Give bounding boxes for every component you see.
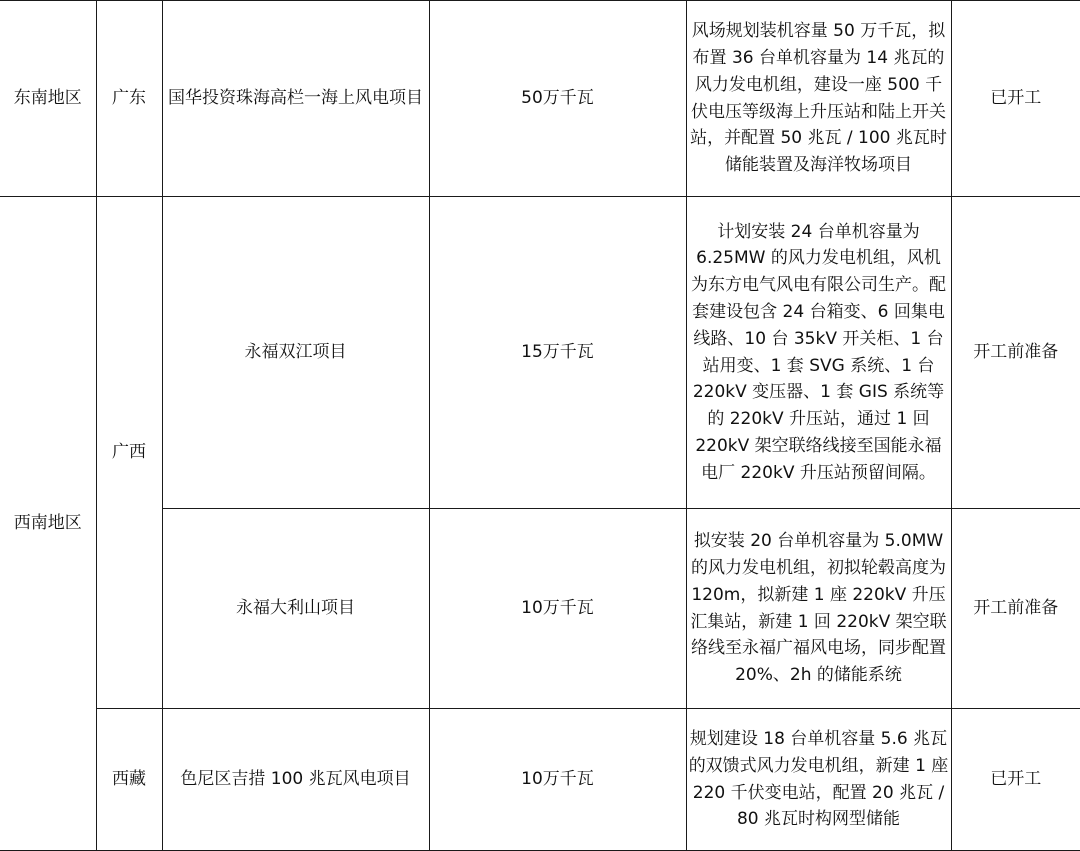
table-row — [0, 197, 1080, 509]
status-cell: 已开工 — [951, 709, 1080, 851]
status-cell: 已开工 — [951, 1, 1080, 197]
table-row — [0, 1, 1080, 197]
description-cell: 拟安装 20 台单机容量为 5.0MW 的风力发电机组，初拟轮毂高度为 120m，拟新建 1 座 220kV 升压汇集站，新建 1 回 220kV 架空联络线至永福广福风电场，同步配置 20%、2h 的储能系统 — [686, 509, 951, 709]
capacity-cell: 15万千瓦 — [429, 197, 686, 509]
province-cell: 西藏 — [96, 709, 162, 851]
project-name-cell: 国华投资珠海高栏一海上风电项目 — [162, 1, 429, 197]
project-name-cell: 色尼区吉措 100 兆瓦风电项目 — [162, 709, 429, 851]
province-cell: 广西 — [96, 197, 162, 709]
capacity-cell: 10万千瓦 — [429, 509, 686, 709]
description-cell: 风场规划装机容量 50 万千瓦，拟布置 36 台单机容量为 14 兆瓦的风力发电机组，建设一座 500 千伏电压等级海上升压站和陆上开关站，并配置 50 兆瓦 / 100 兆瓦时储能装置及海洋牧场项目 — [686, 1, 951, 197]
project-name-cell: 永福双江项目 — [162, 197, 429, 509]
capacity-cell: 10万千瓦 — [429, 709, 686, 851]
capacity-cell: 50万千瓦 — [429, 1, 686, 197]
table-row — [0, 709, 1080, 851]
status-cell: 开工前准备 — [951, 197, 1080, 509]
description-cell: 计划安装 24 台单机容量为 6.25MW 的风力发电机组，风机为东方电气风电有限公司生产。配套建设包含 24 台箱变、6 回集电线路、10 台 35kV 开关柜、1 台站用变、1 套 SVG 系统、1 台 220kV 变压器、1 套 GIS 系统等的 220kV 升压站，通过 1 回 220kV 架空联络线接至国能永福电厂 220kV 升压站预留间隔。 — [686, 197, 951, 509]
description-cell: 规划建设 18 台单机容量 5.6 兆瓦的双馈式风力发电机组，新建 1 座 220 千伏变电站，配置 20 兆瓦 / 80 兆瓦时构网型储能 — [686, 709, 951, 851]
region-cell: 西南地区 — [0, 197, 96, 851]
table-row — [0, 509, 1080, 709]
region-cell: 东南地区 — [0, 1, 96, 197]
province-cell: 广东 — [96, 1, 162, 197]
status-cell: 开工前准备 — [951, 509, 1080, 709]
project-name-cell: 永福大利山项目 — [162, 509, 429, 709]
